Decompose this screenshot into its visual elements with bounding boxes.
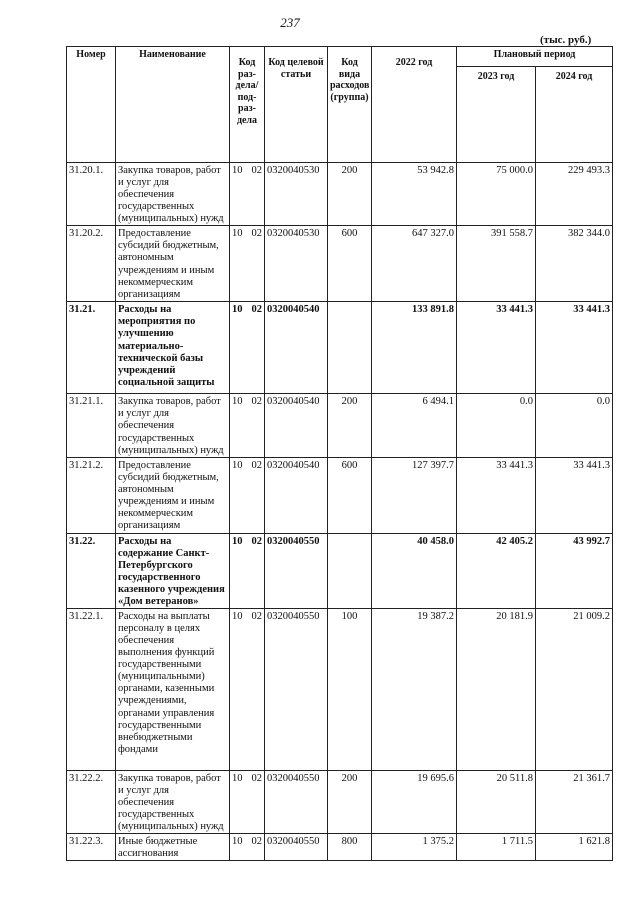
row-section-code-part: 10 <box>232 773 243 784</box>
table-row <box>67 226 613 302</box>
row-subsection-code-part: 02 <box>251 773 262 784</box>
row-section-code <box>230 302 265 394</box>
row-subsection-code-part: 02 <box>251 228 262 240</box>
header-2023: 2023 год <box>457 67 536 163</box>
row-name: Закупка товаров, работ и услуг для обеспечения государственных (муниципальных) нужд <box>116 163 230 226</box>
row-section-code <box>230 771 265 834</box>
row-target-code: 0320040530 <box>265 226 328 302</box>
row-number: 31.22.1. <box>67 609 116 771</box>
header-planned-period: Плановый период <box>457 47 613 67</box>
row-section-code-part: 10 <box>232 836 243 848</box>
row-amount-2024: 33 441.3 <box>536 302 613 394</box>
row-section-code-part: 10 <box>232 535 243 547</box>
row-amount-2023: 20 511.8 <box>457 771 536 834</box>
row-target-code: 0320040550 <box>265 834 328 861</box>
row-kind-code: 200 <box>328 771 372 834</box>
table-row <box>67 457 613 533</box>
table-row <box>67 163 613 226</box>
header-kind: Код вида расходов (группа) <box>328 47 372 163</box>
row-number: 31.22.3. <box>67 834 116 861</box>
row-target-code: 0320040530 <box>265 163 328 226</box>
row-number: 31.20.1. <box>67 163 116 226</box>
row-amount-2023: 33 441.3 <box>457 302 536 394</box>
row-amount-2022: 19 695.6 <box>372 771 457 834</box>
row-name: Расходы на мероприятия по улучшению материально-технической базы учреждений социальной защиты <box>116 302 230 394</box>
row-kind-code <box>328 302 372 394</box>
row-number: 31.22. <box>67 533 116 608</box>
row-name: Закупка товаров, работ и услуг для обеспечения государственных (муниципальных) нужд <box>116 394 230 457</box>
header-2024: 2024 год <box>536 67 613 163</box>
header-target: Код целевой статьи <box>265 47 328 163</box>
row-name: Закупка товаров, работ и услуг для обеспечения государственных (муниципальных) нужд <box>116 771 230 834</box>
row-name: Расходы на содержание Санкт-Петербургского государственного казенного учреждения «Дом ветеранов» <box>116 533 230 608</box>
table-body <box>67 163 613 861</box>
row-section-code <box>230 457 265 533</box>
row-target-code: 0320040540 <box>265 457 328 533</box>
row-kind-code: 200 <box>328 394 372 457</box>
row-amount-2022: 1 375.2 <box>372 834 457 861</box>
row-kind-code: 800 <box>328 834 372 861</box>
header-section: Код раз-дела/ под-раз-дела <box>230 47 265 163</box>
units-label: (тыс. руб.) <box>540 34 592 46</box>
row-target-code: 0320040550 <box>265 609 328 771</box>
row-kind-code: 200 <box>328 163 372 226</box>
budget-table <box>66 46 613 861</box>
row-number: 31.21.1. <box>67 394 116 457</box>
row-target-code: 0320040540 <box>265 302 328 394</box>
row-amount-2023: 0.0 <box>457 394 536 457</box>
table-row <box>67 771 613 834</box>
row-section-code-part: 10 <box>232 611 243 622</box>
header-2022: 2022 год <box>372 47 457 163</box>
row-section-code-part: 10 <box>232 396 243 408</box>
row-amount-2022: 647 327.0 <box>372 226 457 302</box>
row-amount-2023: 20 181.9 <box>457 609 536 771</box>
header-number: Номер <box>67 47 116 163</box>
row-amount-2022: 19 387.2 <box>372 609 457 771</box>
row-amount-2024: 33 441.3 <box>536 457 613 533</box>
row-amount-2024: 1 621.8 <box>536 834 613 861</box>
row-section-code-part: 10 <box>232 304 243 316</box>
row-amount-2024: 43 992.7 <box>536 533 613 608</box>
row-amount-2024: 0.0 <box>536 394 613 457</box>
row-target-code: 0320040550 <box>265 771 328 834</box>
row-subsection-code-part: 02 <box>251 836 262 848</box>
table-row <box>67 394 613 457</box>
row-amount-2022: 127 397.7 <box>372 457 457 533</box>
row-section-code-part: 10 <box>232 165 243 176</box>
row-section-code <box>230 394 265 457</box>
row-section-code-part: 10 <box>232 459 243 471</box>
row-subsection-code-part: 02 <box>251 459 262 471</box>
row-section-code <box>230 226 265 302</box>
row-section-code <box>230 609 265 771</box>
row-section-code <box>230 533 265 608</box>
row-kind-code: 100 <box>328 609 372 771</box>
row-subsection-code-part: 02 <box>251 396 262 408</box>
page-number: 237 <box>280 15 300 30</box>
row-name: Предоставление субсидий бюджетным, автономным учреждениям и иным некоммерческим организациям <box>116 226 230 302</box>
row-subsection-code-part: 02 <box>251 304 262 316</box>
row-kind-code: 600 <box>328 226 372 302</box>
table-row <box>67 834 613 861</box>
header-name: Наименование <box>116 47 230 163</box>
row-number: 31.21. <box>67 302 116 394</box>
row-amount-2023: 33 441.3 <box>457 457 536 533</box>
row-kind-code <box>328 533 372 608</box>
row-number: 31.22.2. <box>67 771 116 834</box>
row-amount-2022: 133 891.8 <box>372 302 457 394</box>
row-target-code: 0320040540 <box>265 394 328 457</box>
row-subsection-code-part: 02 <box>251 611 262 622</box>
row-section-code <box>230 834 265 861</box>
row-amount-2022: 40 458.0 <box>372 533 457 608</box>
row-subsection-code-part: 02 <box>251 165 262 176</box>
row-subsection-code-part: 02 <box>251 535 262 547</box>
row-amount-2023: 391 558.7 <box>457 226 536 302</box>
row-amount-2024: 21 361.7 <box>536 771 613 834</box>
row-amount-2022: 6 494.1 <box>372 394 457 457</box>
row-amount-2024: 382 344.0 <box>536 226 613 302</box>
row-kind-code: 600 <box>328 457 372 533</box>
row-name: Расходы на выплаты персоналу в целях обеспечения выполнения функций государственными (муниципальными) органами, казенными учреждениями, органами управления государственными внебюджетными фондами <box>116 609 230 771</box>
row-section-code <box>230 163 265 226</box>
row-target-code: 0320040550 <box>265 533 328 608</box>
row-section-code-part: 10 <box>232 228 243 240</box>
row-amount-2023: 1 711.5 <box>457 834 536 861</box>
table-row <box>67 609 613 771</box>
row-amount-2022: 53 942.8 <box>372 163 457 226</box>
row-amount-2023: 75 000.0 <box>457 163 536 226</box>
row-name: Предоставление субсидий бюджетным, автономным учреждениям и иным некоммерческим организациям <box>116 457 230 533</box>
row-amount-2024: 229 493.3 <box>536 163 613 226</box>
table-row <box>67 302 613 394</box>
row-number: 31.20.2. <box>67 226 116 302</box>
table-row <box>67 533 613 608</box>
row-amount-2023: 42 405.2 <box>457 533 536 608</box>
row-amount-2024: 21 009.2 <box>536 609 613 771</box>
row-number: 31.21.2. <box>67 457 116 533</box>
row-name: Иные бюджетные ассигнования <box>116 834 230 861</box>
